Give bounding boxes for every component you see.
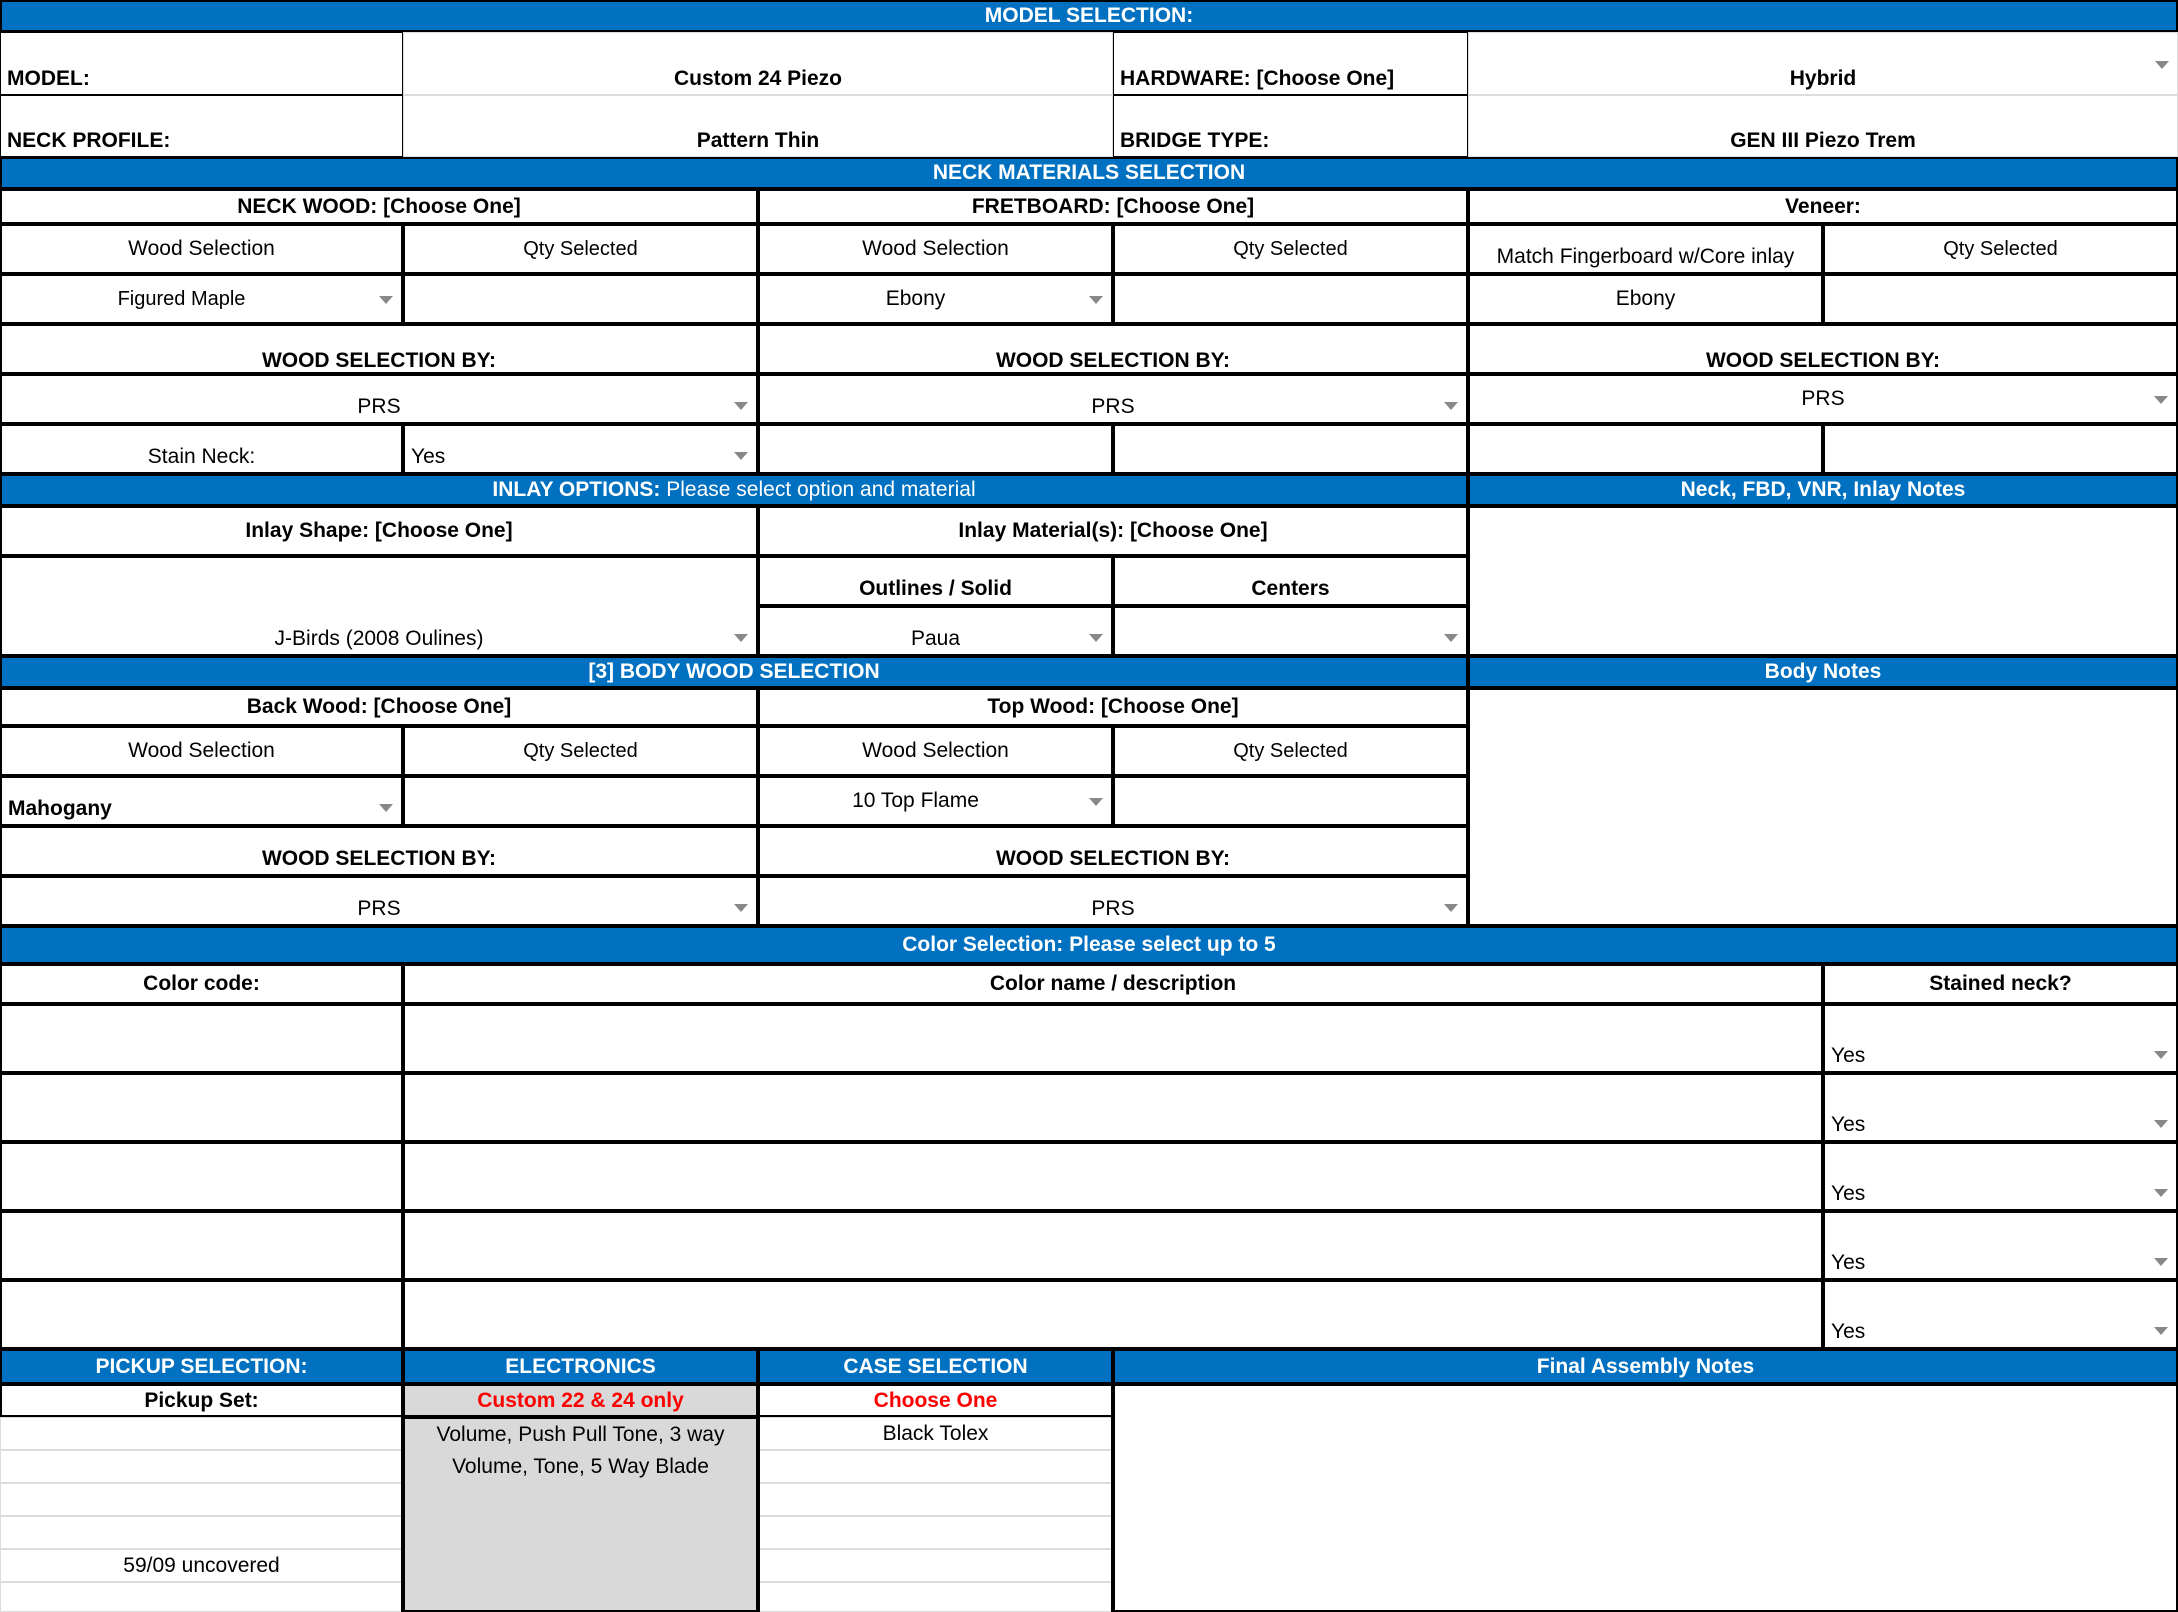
stain-neck-dropdown[interactable]: Yes — [403, 424, 758, 474]
bridge-type-label: BRIDGE TYPE: — [1113, 95, 1468, 157]
top-qty-selected-header: Qty Selected — [1113, 726, 1468, 776]
fret-wood-sel-by-label: WOOD SELECTION BY: — [758, 350, 1468, 374]
neck-profile-value[interactable]: Pattern Thin — [403, 95, 1113, 157]
color-name-input-3[interactable] — [403, 1142, 1823, 1211]
fretboard-qty-input[interactable] — [1113, 274, 1468, 324]
pickup-option-5[interactable]: 59/09 uncovered — [0, 1549, 403, 1582]
stained-neck-dropdown-1[interactable]: Yes — [1823, 1004, 2178, 1073]
neck-qty-selected-header: Qty Selected — [403, 224, 758, 274]
veneer-label: Veneer: — [1468, 189, 2178, 224]
color-code-label: Color code: — [0, 964, 403, 1004]
color-code-input-1[interactable] — [0, 1004, 403, 1073]
model-value[interactable]: Custom 24 Piezo — [403, 32, 1113, 95]
fret-empty-2 — [1113, 424, 1468, 474]
case-column-border — [758, 1417, 1113, 1612]
body-wood-header — [0, 656, 1468, 688]
case-note: Choose One — [758, 1384, 1113, 1417]
veneer-empty-2 — [1823, 424, 2178, 474]
electronics-note: Custom 22 & 24 only — [403, 1384, 758, 1417]
veneer-qty-selected-header: Qty Selected — [1823, 224, 2178, 274]
fretboard-label: FRETBOARD: [Choose One] — [758, 189, 1468, 224]
inlay-shape-dropdown[interactable]: J-Birds (2008 Oulines) — [0, 556, 758, 656]
model-selection-header — [0, 0, 2178, 32]
case-selection-header-text: CASE SELECTION — [843, 1354, 1028, 1378]
body-wood-header-text: [3] BODY WOOD SELECTION — [588, 660, 880, 684]
pickup-selection-header-text: PICKUP SELECTION: — [95, 1354, 308, 1378]
inlay-material-label: Inlay Material(s): [Choose One] — [758, 506, 1468, 556]
fretboard-dropdown[interactable]: Ebony — [758, 274, 1113, 324]
color-selection-header-text: Color Selection: Please select up to 5 — [902, 933, 1276, 957]
color-code-input-4[interactable] — [0, 1211, 403, 1280]
inlay-options-header-bold: INLAY OPTIONS: — [492, 478, 661, 502]
stained-neck-label: Stained neck? — [1823, 964, 2178, 1004]
body-notes-header — [1468, 656, 2178, 688]
back-sel-by-dropdown[interactable]: PRS — [0, 876, 758, 926]
back-wood-sel-by-label: WOOD SELECTION BY: — [0, 826, 758, 876]
color-name-input-5[interactable] — [403, 1280, 1823, 1349]
fret-sel-by-dropdown[interactable]: PRS — [758, 374, 1468, 424]
color-selection-header — [0, 926, 2178, 964]
centers-label: Centers — [1113, 556, 1468, 606]
neck-sel-by-dropdown[interactable]: PRS — [0, 374, 758, 424]
electronics-option-1[interactable]: Volume, Push Pull Tone, 3 way — [436, 1422, 725, 1446]
color-name-label: Color name / description — [403, 964, 1823, 1004]
back-wood-label: Back Wood: [Choose One] — [0, 688, 758, 726]
color-code-input-5[interactable] — [0, 1280, 403, 1349]
back-wood-selection-header: Wood Selection — [0, 726, 403, 776]
neck-materials-header — [0, 157, 2178, 189]
model-label: MODEL: — [0, 32, 403, 95]
veneer-value[interactable]: Ebony — [1468, 274, 1823, 324]
centers-dropdown[interactable] — [1113, 606, 1468, 656]
pickup-column-border — [0, 1417, 403, 1612]
inlay-options-header-rest: Please select option and material — [660, 478, 976, 502]
neck-profile-label: NECK PROFILE: — [0, 95, 403, 157]
model-selection-header-text: MODEL SELECTION: — [984, 4, 1194, 28]
back-wood-qty-input[interactable] — [403, 776, 758, 826]
back-qty-selected-header: Qty Selected — [403, 726, 758, 776]
color-code-input-3[interactable] — [0, 1142, 403, 1211]
veneer-empty-1 — [1468, 424, 1823, 474]
neck-notes-header — [1468, 474, 2178, 506]
electronics-option-2[interactable]: Volume, Tone, 5 Way Blade — [452, 1454, 709, 1478]
fret-qty-selected-header: Qty Selected — [1113, 224, 1468, 274]
veneer-sel-by-dropdown[interactable]: PRS — [1468, 374, 2178, 424]
neck-wood-qty-input[interactable] — [403, 274, 758, 324]
neck-wood-dropdown[interactable]: Figured Maple — [0, 274, 403, 324]
pickup-selection-header — [0, 1349, 403, 1384]
hardware-label: HARDWARE: [Choose One] — [1113, 32, 1468, 95]
veneer-wood-selection: Match Fingerboard w/Core inlay — [1468, 224, 1823, 274]
back-wood-dropdown[interactable]: Mahogany — [0, 776, 403, 826]
color-name-input-2[interactable] — [403, 1073, 1823, 1142]
inlay-options-header — [0, 474, 1468, 506]
top-sel-by-dropdown[interactable]: PRS — [758, 876, 1468, 926]
stained-neck-dropdown-5[interactable]: Yes — [1823, 1280, 2178, 1349]
stain-neck-label: Stain Neck: — [0, 424, 403, 474]
outlines-solid-label: Outlines / Solid — [758, 556, 1113, 606]
top-wood-selection-header: Wood Selection — [758, 726, 1113, 776]
inlay-shape-label: Inlay Shape: [Choose One] — [0, 506, 758, 556]
body-notes-area[interactable] — [1468, 688, 2178, 926]
neck-wood-sel-by-label: WOOD SELECTION BY: — [0, 350, 758, 374]
top-wood-dropdown[interactable]: 10 Top Flame — [758, 776, 1113, 826]
stained-neck-dropdown-4[interactable]: Yes — [1823, 1211, 2178, 1280]
veneer-qty-input[interactable] — [1823, 274, 2178, 324]
electronics-header-text: ELECTRONICS — [505, 1354, 656, 1378]
neck-notes-header-text: Neck, FBD, VNR, Inlay Notes — [1680, 478, 1966, 502]
final-assembly-notes-area[interactable] — [1113, 1384, 2178, 1612]
stained-neck-dropdown-2[interactable]: Yes — [1823, 1073, 2178, 1142]
electronics-header — [403, 1349, 758, 1384]
neck-wood-selection-header: Wood Selection — [0, 224, 403, 274]
pickup-set-label: Pickup Set: — [0, 1384, 403, 1417]
top-wood-sel-by-label: WOOD SELECTION BY: — [758, 826, 1468, 876]
veneer-wood-sel-by-label: WOOD SELECTION BY: — [1468, 350, 2178, 374]
color-code-input-2[interactable] — [0, 1073, 403, 1142]
case-option-1[interactable]: Black Tolex — [758, 1417, 1113, 1450]
stained-neck-dropdown-3[interactable]: Yes — [1823, 1142, 2178, 1211]
fret-empty-1 — [758, 424, 1113, 474]
final-assembly-notes-header — [1113, 1349, 2178, 1384]
color-name-input-4[interactable] — [403, 1211, 1823, 1280]
color-name-input-1[interactable] — [403, 1004, 1823, 1073]
body-notes-header-text: Body Notes — [1764, 660, 1882, 684]
neck-materials-header-text: NECK MATERIALS SELECTION — [932, 161, 1246, 185]
outline-material-dropdown[interactable]: Paua — [758, 606, 1113, 656]
top-wood-label: Top Wood: [Choose One] — [758, 688, 1468, 726]
top-wood-qty-input[interactable] — [1113, 776, 1468, 826]
hardware-dropdown[interactable]: Hybrid — [1468, 32, 2178, 95]
neck-wood-label: NECK WOOD: [Choose One] — [0, 189, 758, 224]
fret-wood-selection-header: Wood Selection — [758, 224, 1113, 274]
neck-notes-area[interactable] — [1468, 506, 2178, 656]
bridge-type-value[interactable]: GEN III Piezo Trem — [1468, 95, 2178, 157]
final-assembly-notes-header-text: Final Assembly Notes — [1536, 1354, 1755, 1378]
case-selection-header — [758, 1349, 1113, 1384]
